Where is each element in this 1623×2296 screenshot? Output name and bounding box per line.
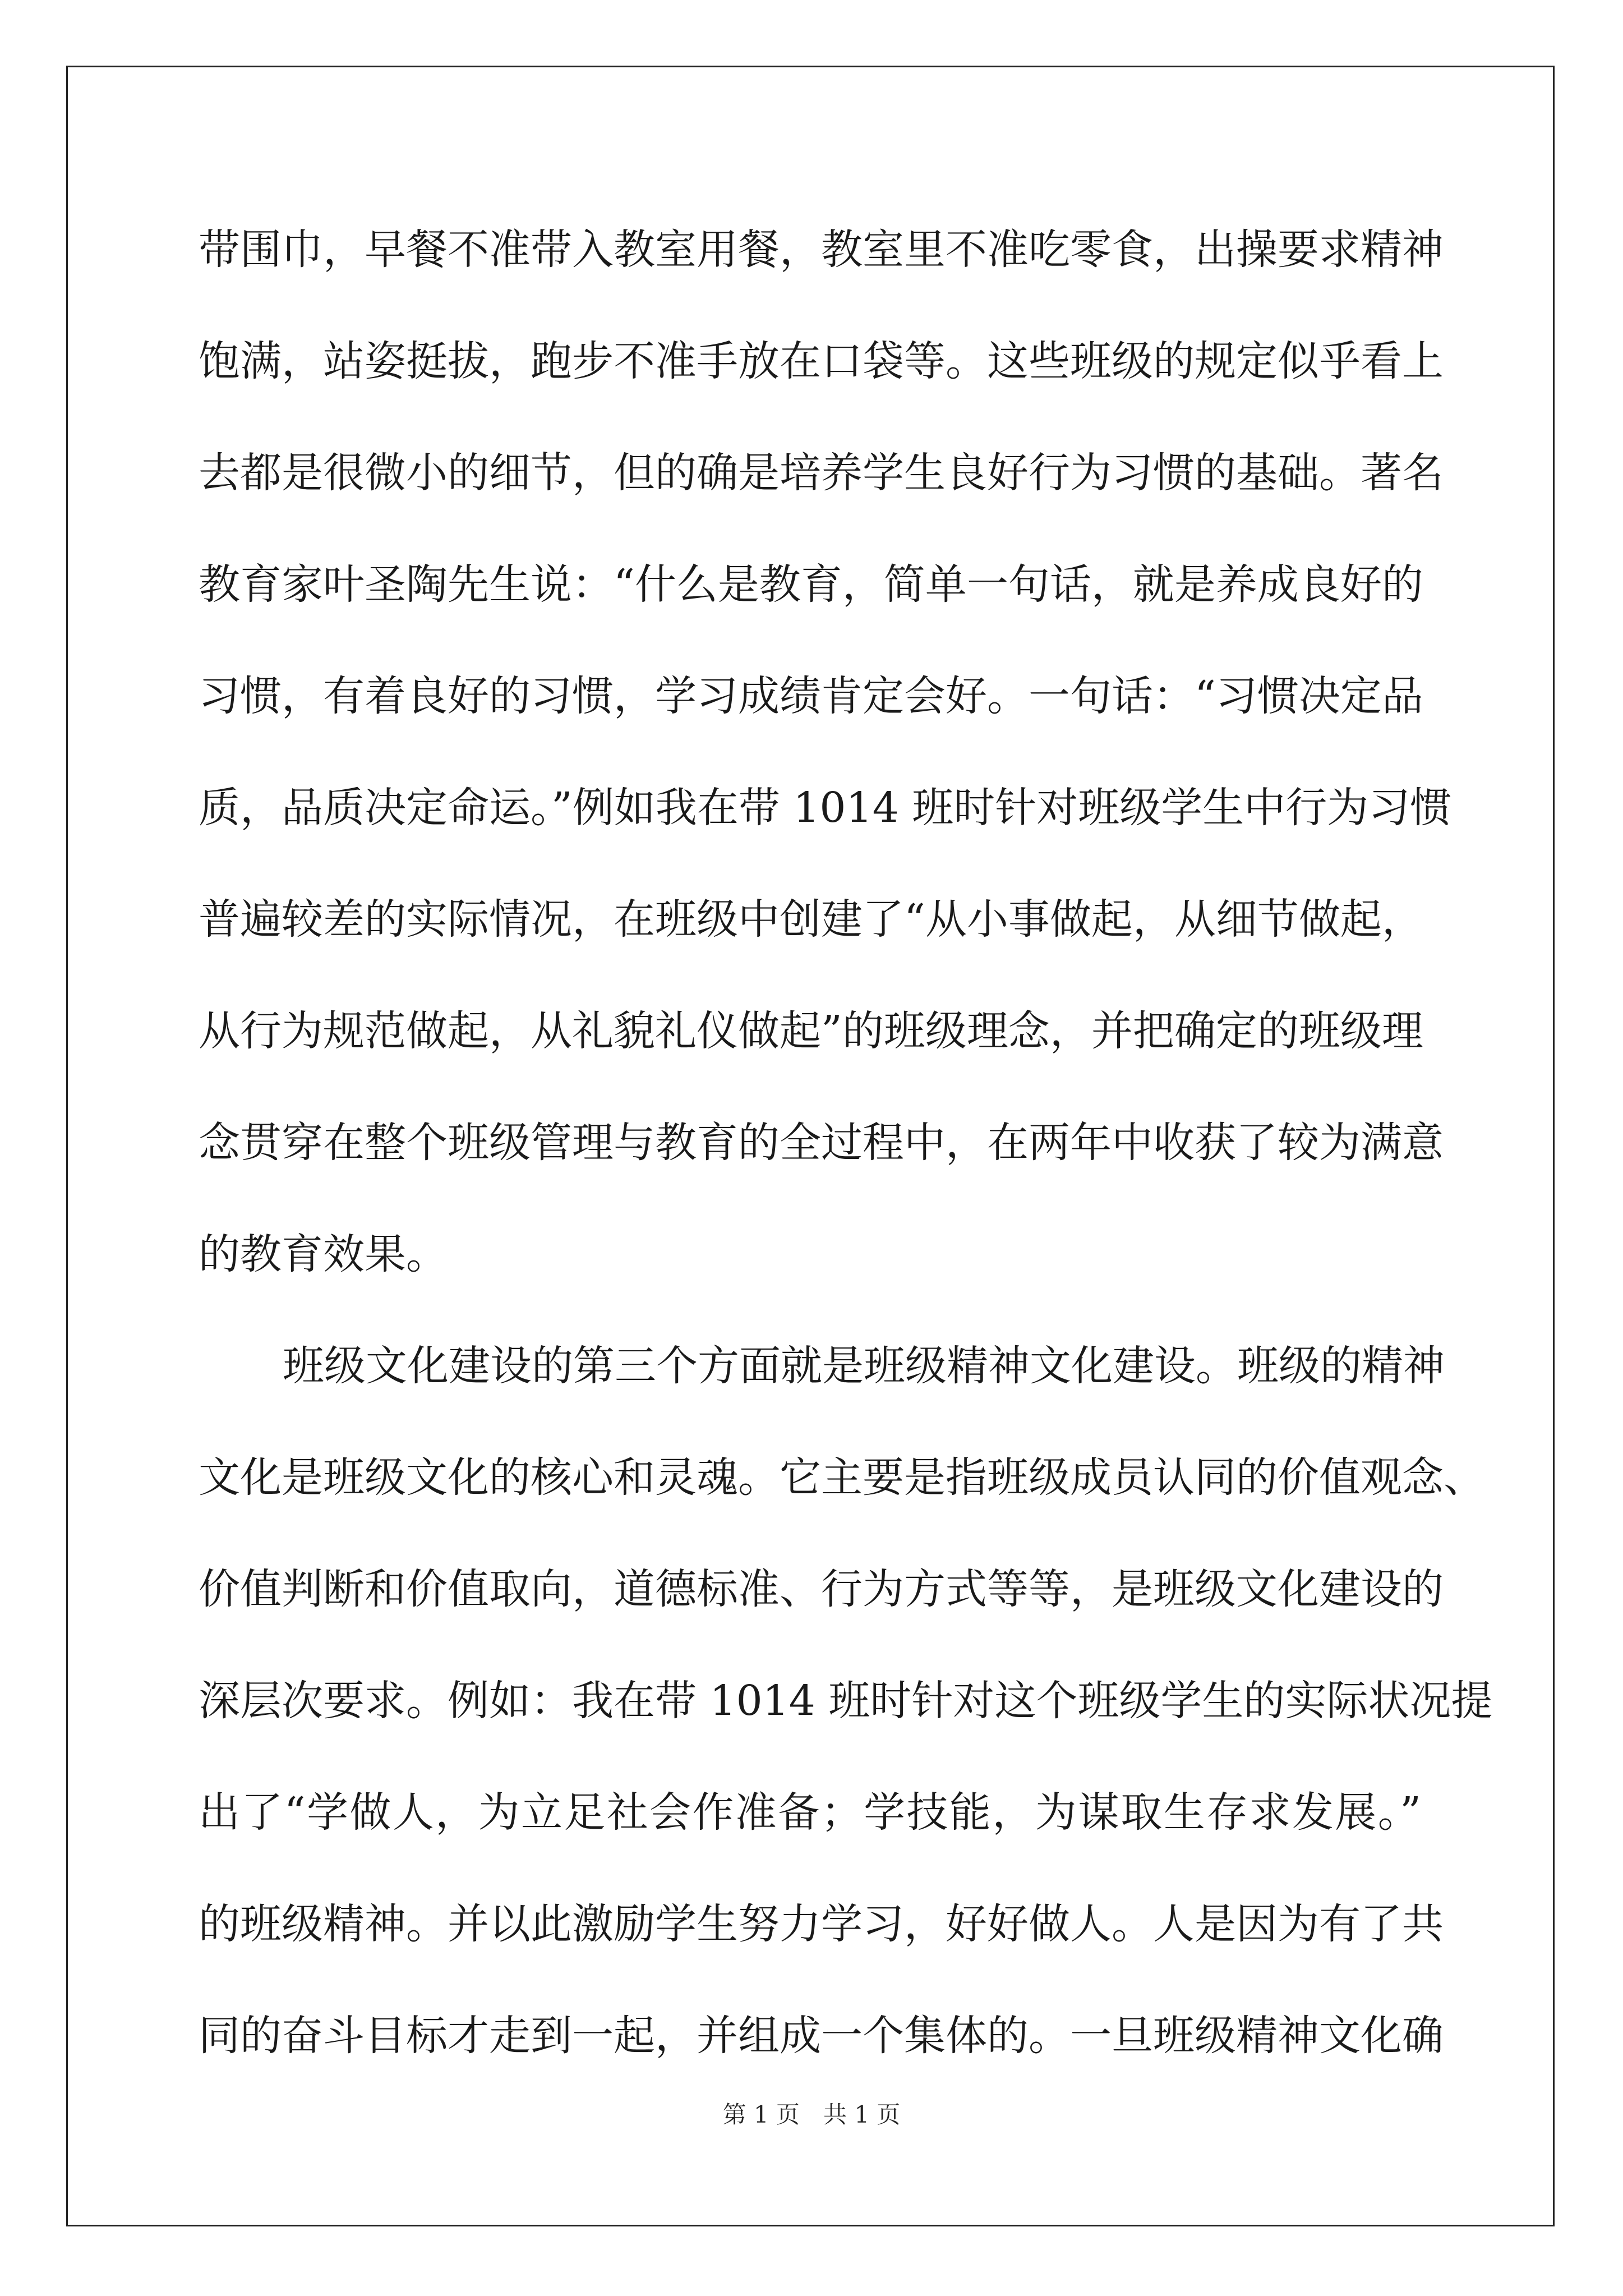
text-line: 同的奋斗目标才走到一起，并组成一个集体的。一旦班级精神文化确 — [199, 2012, 1444, 2060]
text-line: 习惯，有着良好的习惯，学习成绩肯定会好。一句话：“习惯决定品 — [199, 672, 1423, 720]
page-number-footer: 第 1 页 共 1 页 — [722, 2101, 901, 2128]
text-line: 的教育效果。 — [199, 1230, 448, 1278]
text-line: 班级文化建设的第三个方面就是班级精神文化建设。班级的精神 — [283, 1342, 1445, 1390]
text-line: 文化是班级文化的核心和灵魂。它主要是指班级成员认同的价值观念、 — [199, 1453, 1485, 1502]
text-line: 出了“学做人，为立足社会作准备；学技能，为谋取生存求发展。” — [199, 1788, 1421, 1837]
text-line: 深层次要求。例如：我在带 1014 班时针对这个班级学生的实际状况提 — [199, 1677, 1493, 1725]
text-line: 去都是很微小的细节，但的确是培养学生良好行为习惯的基础。著名 — [199, 449, 1444, 497]
text-line: 念贯穿在整个班级管理与教育的全过程中，在两年中收获了较为满意 — [199, 1119, 1444, 1167]
text-line: 价值判断和价值取向，道德标准、行为方式等等，是班级文化建设的 — [199, 1565, 1444, 1613]
text-line: 带围巾，早餐不准带入教室用餐，教室里不准吃零食，出操要求精神 — [199, 226, 1444, 274]
text-line: 质，品质决定命运。”例如我在带 1014 班时针对班级学生中行为习惯 — [199, 784, 1452, 832]
text-line: 普遍较差的实际情况，在班级中创建了“从小事做起，从细节做起， — [199, 895, 1423, 944]
text-line: 饱满，站姿挺拔，跑步不准手放在口袋等。这些班级的规定似乎看上 — [199, 337, 1444, 385]
text-line: 从行为规范做起，从礼貌礼仪做起”的班级理念，并把确定的班级理 — [199, 1007, 1423, 1055]
text-line: 教育家叶圣陶先生说：“什么是教育，简单一句话，就是养成良好的 — [199, 560, 1423, 609]
text-line: 的班级精神。并以此激励学生努力学习，好好做人。人是因为有了共 — [199, 1900, 1444, 1948]
